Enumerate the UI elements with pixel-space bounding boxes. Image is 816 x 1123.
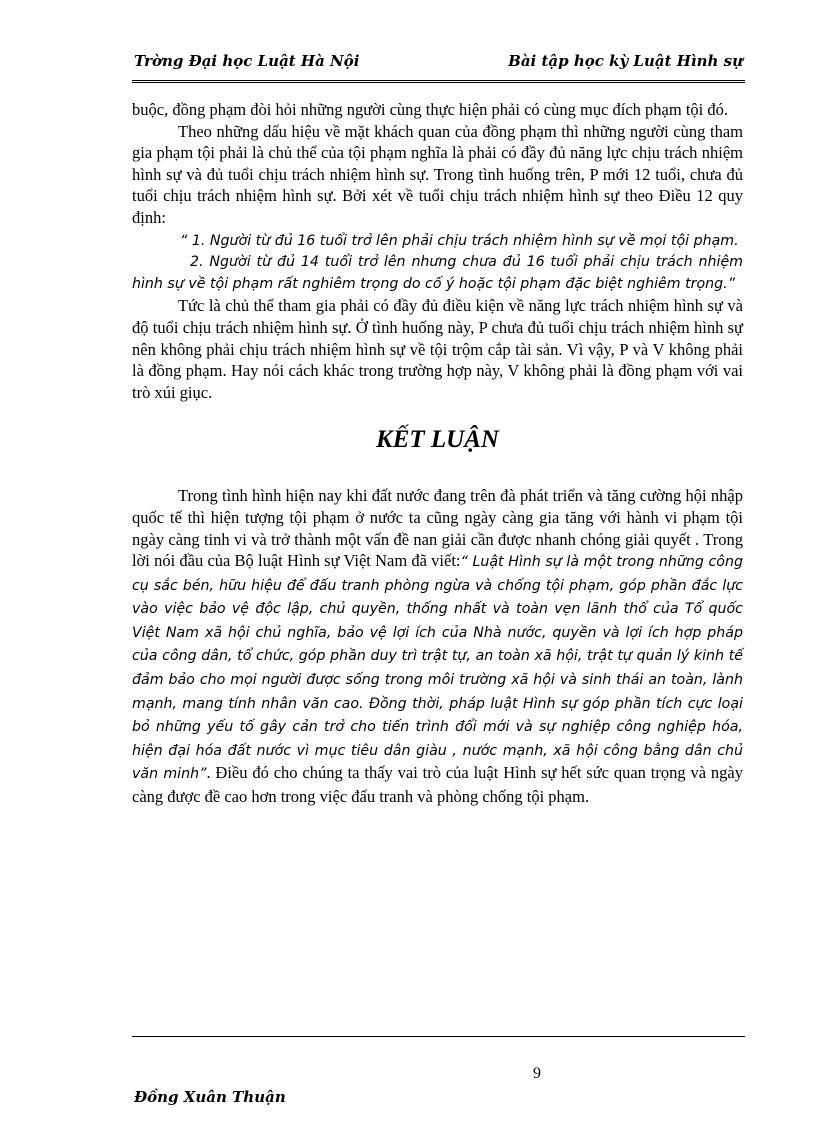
body-text [132, 99, 743, 808]
header-subject: Bài tập học kỳ Luật Hình sự [508, 52, 743, 70]
paragraph-4 [132, 485, 743, 807]
paragraph-4-outro: . Điều đó cho chúng ta thấy vai trò của luật Hình sự hết sức quan trọng và ngày càng được đề cao hơn trong việc đấu tranh và phòng chống tội phạm. [132, 763, 743, 807]
paragraph-1: buộc, đồng phạm đòi hỏi những người cùng thực hiện phải có cùng mục đích phạm tội đó. [132, 100, 728, 119]
paragraph-2: Theo những dấu hiệu về mặt khách quan của đồng phạm thì những người cùng tham gia phạm tội phải là chủ thể của tội phạm nghĩa là phải có đầy đủ năng lực chịu trách nhiệm hình sự và đủ tuổi chịu trách nhiệm hình sự. Trong tình huống trên, P mới 12 tuổi, chưa đủ tuổi chịu trách nhiệm hình sự. Bởi xét về tuổi chịu trách nhiệm hình sự theo Điều 12 quy định: [132, 121, 743, 227]
paragraph-3: Tức là chủ thể tham gia phải có đầy đủ điều kiện về năng lực trách nhiệm hình sự và độ tuổi chịu trách nhiệm hình sự. Ở tình huống này, P chưa đủ tuổi chịu trách nhiệm hình sự nên không phải chịu trách nhiệm hình sự về tội trộm cắp tài sản. Vì vậy, P và V không phải là đồng phạm. Hay nói cách khác trong trường hợp này, V không phải là đồng phạm với vai trò xúi giục. [132, 296, 743, 402]
quote-clause-1: “ 1. Người từ đủ 16 tuổi trở lên phải chịu trách nhiệm hình sự về mọi tội phạm. [180, 232, 739, 249]
quote-clause-2: 2. Người từ đủ 14 tuổi trở lên nhưng chưa đủ 16 tuổi phải chịu trách nhiệm hình sự về tội phạm rất nghiêm trọng do cố ý hoặc tội phạm đặc biệt nghiêm trọng.” [132, 254, 743, 292]
paragraph-4-intro: Trong tình hình hiện nay khi đất nước đang trên đà phát triển và tăng cường hội nhập quốc tế thì hiện tượng tội phạm ở nước ta cũng ngày càng gia tăng với hành vi phạm tội ngày càng tinh vi và trở thành một vấn đề nan giải cần được nhanh chóng giải quyết . Trong lời nói đầu của Bộ luật Hình sự Việt Nam đã viết: [132, 486, 743, 571]
footer-divider [132, 1036, 745, 1037]
section-heading: KẾT LUẬN [376, 426, 499, 454]
header-school: Trờng Đại học Luật Hà Nội [134, 52, 360, 70]
page-number: 9 [533, 1065, 541, 1082]
paragraph-4-quote: “ Luật Hình sự là một trong những công cụ sắc bén, hữu hiệu để đấu tranh phòng ngừa và chống tội phạm, góp phần đắc lực vào việc bảo vệ độc lập, chủ quyền, thống nhất và toàn vẹn lãnh thổ của Tổ quốc Việt Nam xã hội chủ nghĩa, bảo vệ lợi ích của Nhà nước, quyền và lợi ích hợp pháp của công dân, tổ chức, góp phần duy trì trật tự, an toàn xã hội, trật tự quản lý kinh tế đảm bảo cho mọi người được sống trong môi trường xã hội và sinh thái an toàn, lành mạnh, mang tính nhân văn cao. Đồng thời, pháp luật Hình sự góp phần tích cực loại bỏ những yếu tố gây cản trở cho tiến trình đổi mới và sự nghiệp công nghiệp hóa, hiện đại hóa đất nước vì mục tiêu dân giàu , nước mạnh, xã hội công bằng dân chủ văn minh” [132, 554, 743, 783]
page-header [132, 48, 745, 83]
author-name: Đồng Xuân Thuận [134, 1088, 286, 1106]
